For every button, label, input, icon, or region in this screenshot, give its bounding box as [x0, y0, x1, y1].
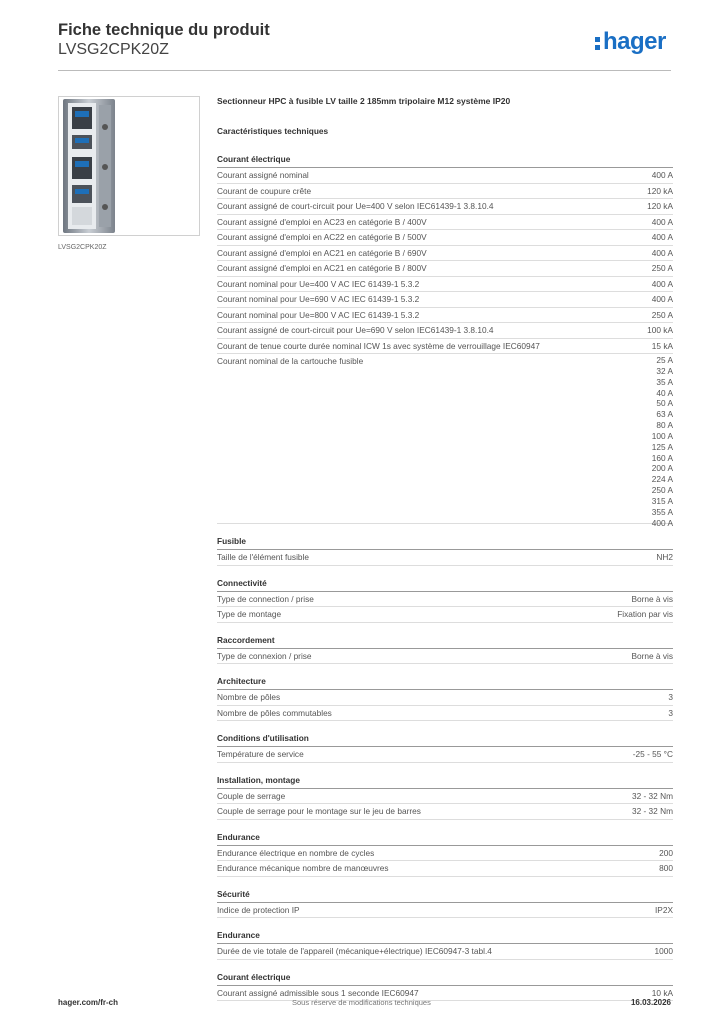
spec-label: Indice de protection IP: [217, 904, 300, 915]
spec-value: 400 A: [651, 232, 673, 242]
characteristics-heading: Caractéristiques techniques: [217, 126, 329, 136]
spec-row: [217, 607, 673, 623]
section-spacer: [217, 623, 673, 634]
spec-row: [217, 292, 673, 308]
section-title: Conditions d'utilisation: [217, 732, 673, 747]
product-code: LVSG2CPK20Z: [58, 41, 169, 58]
spec-label: Couple de serrage: [217, 790, 286, 801]
fuse-switch-disconnector-icon: [59, 97, 199, 235]
spec-value: Borne à vis: [631, 593, 673, 604]
footer-website-link[interactable]: hager.com/fr-ch: [58, 998, 119, 1007]
spec-label: Nombre de pôles commutables: [217, 707, 332, 718]
logo-text: hager: [603, 28, 666, 55]
section-spacer: [217, 877, 673, 888]
spec-value: 1000: [654, 946, 673, 956]
spec-value: 63 A: [656, 409, 673, 420]
spec-row: [217, 592, 673, 608]
section-title: Fusible: [217, 535, 673, 550]
spec-row: [217, 789, 673, 805]
spec-value: 160 A: [651, 452, 673, 463]
spec-value: Fixation par vis: [617, 609, 673, 619]
spec-value: 80 A: [656, 420, 673, 431]
spec-row: [217, 986, 673, 1002]
section-spacer: [217, 820, 673, 831]
spec-value: 315 A: [651, 495, 673, 506]
spec-label: Température de service: [217, 749, 304, 759]
section-title: Sécurité: [217, 888, 673, 903]
page-title: Fiche technique du produit: [58, 21, 270, 39]
spec-value: 10 kA: [651, 987, 673, 998]
spec-value: 100 A: [651, 430, 673, 441]
spec-label: Courant nominal pour Ue=690 V AC IEC 61439-1 5.3.2: [217, 294, 420, 304]
spec-value: 32 - 32 Nm: [631, 806, 673, 816]
spec-label: Courant assigné d'emploi en AC21 en catégorie B / 800V: [217, 263, 427, 273]
spec-label: Courant nominal pour Ue=400 V AC IEC 61439-1 5.3.2: [217, 278, 420, 289]
spec-row: [217, 323, 673, 339]
section-spacer: [217, 524, 673, 535]
spec-value: 800: [659, 863, 673, 873]
spec-value: 400 A: [651, 278, 673, 289]
section-title: Architecture: [217, 675, 673, 690]
spec-label: Courant assigné d'emploi en AC21 en catégorie B / 690V: [217, 247, 427, 258]
spec-value: 250 A: [651, 485, 673, 496]
logo-dots-icon: [595, 34, 601, 50]
spec-value: IP2X: [655, 904, 673, 915]
spec-value: NH2: [656, 552, 673, 562]
spec-row: [217, 944, 673, 960]
footer-disclaimer: Sous réserve de modifications techniques: [292, 998, 431, 1007]
spec-row: [217, 184, 673, 200]
spec-row: [217, 903, 673, 919]
spec-row: [217, 846, 673, 862]
product-image-caption: LVSG2CPK20Z: [58, 244, 107, 251]
header-divider: [58, 70, 671, 71]
spec-label: Endurance électrique en nombre de cycles: [217, 847, 375, 858]
spec-label: Type de connexion / prise: [217, 650, 312, 661]
section-title: Connectivité: [217, 577, 673, 592]
spec-row: [217, 199, 673, 215]
spec-row: [217, 339, 673, 355]
spec-label: Nombre de pôles: [217, 692, 281, 702]
spec-label: Type de montage: [217, 609, 282, 619]
specifications: [217, 96, 673, 1001]
spec-row: [217, 747, 673, 763]
spec-row: [217, 649, 673, 665]
footer-date: 16.03.2026: [630, 998, 671, 1007]
product-description: Sectionneur HPC à fusible LV taille 2 185mm tripolaire M12 système IP20: [217, 96, 511, 106]
spec-label: Courant assigné nominal: [217, 170, 309, 180]
spec-value: 50 A: [656, 398, 673, 409]
spec-label: Courant assigné d'emploi en AC22 en catégorie B / 500V: [217, 232, 427, 242]
spec-row: [217, 261, 673, 277]
spec-row: [217, 230, 673, 246]
section-title: Endurance: [217, 929, 673, 944]
spec-value: 3: [668, 707, 673, 718]
spec-value: 200: [659, 847, 673, 858]
spec-value: 15 kA: [651, 340, 673, 351]
spec-row: [217, 550, 673, 566]
spec-label: Courant de coupure crête: [217, 185, 312, 196]
spec-value: Borne à vis: [631, 650, 673, 661]
section-title: Courant électrique: [217, 971, 673, 986]
spec-row: [217, 804, 673, 820]
spec-value: 32 A: [656, 365, 673, 376]
spec-value: -25 - 55 °C: [632, 749, 673, 759]
spec-label: Endurance mécanique nombre de manœuvres: [217, 863, 389, 873]
hager-logo[interactable]: [595, 28, 666, 56]
spec-value: 125 A: [651, 441, 673, 452]
spec-label: Taille de l'élément fusible: [217, 552, 309, 562]
section-title: Courant électrique: [217, 153, 673, 168]
spec-value: 3: [668, 692, 673, 702]
section-spacer: [217, 721, 673, 732]
section-spacer: [217, 566, 673, 577]
spec-label: Courant nominal pour Ue=800 V AC IEC 61439-1 5.3.2: [217, 309, 420, 320]
spec-label: Couple de serrage pour le montage sur le jeu de barres: [217, 806, 421, 816]
spec-label: Courant nominal de la cartouche fusible: [217, 356, 364, 366]
product-image: [58, 96, 200, 236]
spec-value: 120 kA: [647, 201, 673, 211]
section-spacer: [217, 918, 673, 929]
spec-label: Type de connection / prise: [217, 593, 314, 604]
spec-value: 400 A: [651, 247, 673, 258]
spec-row: [217, 861, 673, 877]
section-spacer: [217, 140, 673, 153]
spec-row: [217, 308, 673, 324]
section-spacer: [217, 960, 673, 971]
spec-value: 200 A: [651, 463, 673, 474]
spec-row: [217, 246, 673, 262]
spec-sections: [217, 140, 673, 1001]
section-title: Raccordement: [217, 634, 673, 649]
spec-row: [217, 168, 673, 184]
spec-value: 35 A: [656, 376, 673, 387]
spec-row: [217, 277, 673, 293]
spec-value: 224 A: [651, 474, 673, 485]
spec-value: 400 A: [651, 294, 673, 304]
section-title: Installation, montage: [217, 774, 673, 789]
section-title: Endurance: [217, 831, 673, 846]
spec-label: Courant assigné de court-circuit pour Ue=400 V selon IEC61439-1 3.8.10.4: [217, 201, 494, 211]
spec-value: 400 A: [651, 517, 673, 528]
spec-row: [217, 690, 673, 706]
spec-value: 32 - 32 Nm: [631, 790, 673, 801]
spec-value: 250 A: [651, 309, 673, 320]
spec-label: Courant assigné de court-circuit pour Ue=690 V selon IEC61439-1 3.8.10.4: [217, 325, 494, 335]
spec-value: 100 kA: [647, 325, 673, 335]
spec-value: 400 A: [651, 170, 673, 180]
spec-label: Courant assigné d'emploi en AC23 en catégorie B / 400V: [217, 216, 427, 227]
spec-row-multi: [217, 354, 673, 528]
spec-label: Courant de tenue courte durée nominal ICW 1s avec système de verrouillage IEC60947: [217, 340, 540, 351]
spec-value: 25 A: [656, 355, 673, 365]
spec-label: Courant assigné admissible sous 1 seconde IEC60947: [217, 987, 419, 998]
spec-row: [217, 215, 673, 231]
spec-value: 250 A: [651, 263, 673, 273]
section-spacer: [217, 763, 673, 774]
spec-value: 355 A: [651, 506, 673, 517]
spec-values-list: [651, 354, 673, 528]
spec-label: Durée de vie totale de l'appareil (mécanique+électrique) IEC60947-3 tabl.4: [217, 946, 492, 956]
spec-row: [217, 706, 673, 722]
section-spacer: [217, 664, 673, 675]
spec-value: 40 A: [656, 387, 673, 398]
spec-value: 120 kA: [647, 185, 673, 196]
spec-value: 400 A: [651, 216, 673, 227]
